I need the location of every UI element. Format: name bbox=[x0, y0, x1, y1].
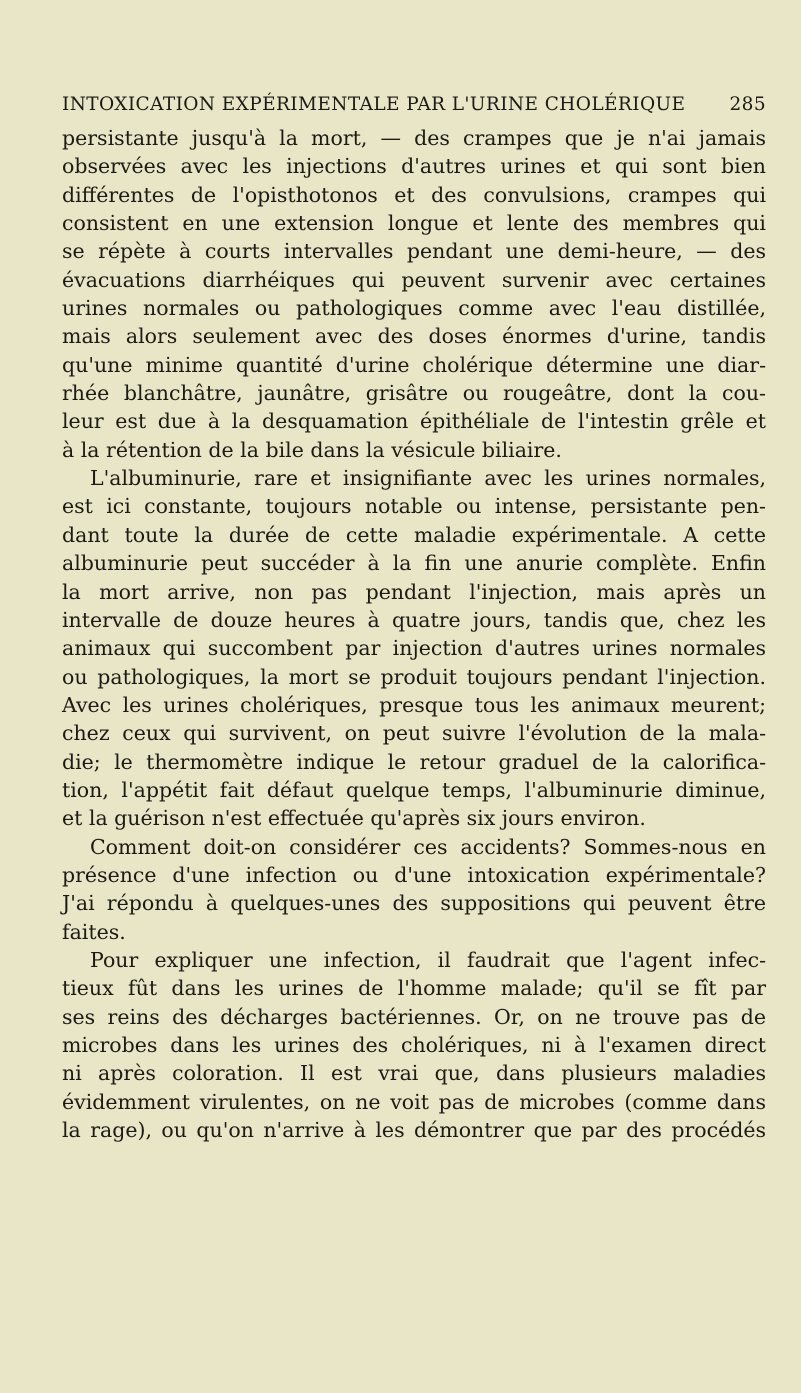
running-head bbox=[62, 94, 766, 122]
running-title: INTOXICATION EXPÉRIMENTALE PAR L'URINE CHOLÉRIQUE bbox=[62, 94, 686, 115]
text-line: est ici constante, toujours notable ou intense, persistante pen- bbox=[62, 494, 766, 519]
text-line: présence d'une infection ou d'une intoxication expérimentale? bbox=[62, 862, 766, 887]
text-line: différentes de l'opisthotonos et des convulsions, crampes qui bbox=[62, 182, 766, 207]
text-line: animaux qui succombent par injection d'autres urines normales bbox=[62, 636, 766, 661]
text-line: tieux fût dans les urines de l'homme malade; qu'il se fît par bbox=[62, 976, 766, 1001]
text-line: Comment doit-on considérer ces accidents? Sommes-nous en bbox=[90, 834, 766, 859]
text-line: chez ceux qui survivent, on peut suivre l'évolution de la mala- bbox=[62, 721, 766, 746]
text-line: die; le thermomètre indique le retour graduel de la calorifica- bbox=[62, 749, 766, 774]
text-line: persistante jusqu'à la mort, — des crampes que je n'ai jamais bbox=[62, 126, 766, 150]
text-line: ou pathologiques, la mort se produit toujours pendant l'injection. bbox=[62, 664, 766, 689]
text-line: J'ai répondu à quelques-unes des suppositions qui peuvent être bbox=[62, 891, 766, 916]
text-line: intervalle de douze heures à quatre jours, tandis que, chez les bbox=[62, 607, 766, 632]
text-line: observées avec les injections d'autres urines et qui sont bien bbox=[62, 154, 766, 179]
text-line: la rage), ou qu'on n'arrive à les démontrer que par des procédés bbox=[62, 1118, 766, 1143]
text-line: rhée blanchâtre, jaunâtre, grisâtre ou rougeâtre, dont la cou- bbox=[62, 381, 766, 406]
text-line: la mort arrive, non pas pendant l'injection, mais après un bbox=[62, 579, 766, 604]
text-line: évidemment virulentes, on ne voit pas de microbes (comme dans bbox=[62, 1089, 766, 1114]
text-line: évacuations diarrhéiques qui peuvent survenir avec certaines bbox=[62, 267, 766, 292]
text-line: albuminurie peut succéder à la fin une anurie complète. Enfin bbox=[62, 551, 766, 576]
text-line: urines normales ou pathologiques comme avec l'eau distillée, bbox=[62, 296, 766, 321]
body-text bbox=[62, 124, 766, 1144]
text-line: ses reins des décharges bactériennes. Or, on ne trouve pas de bbox=[62, 1004, 766, 1029]
text-line: mais alors seulement avec des doses énormes d'urine, tandis bbox=[62, 324, 766, 349]
text-line: Pour expliquer une infection, il faudrait que l'agent infec- bbox=[90, 947, 766, 972]
text-line: et la guérison n'est effectuée qu'après six jours environ. bbox=[62, 806, 646, 831]
text-line: ni après coloration. Il est vrai que, dans plusieurs maladies bbox=[62, 1061, 766, 1086]
text-line: microbes dans les urines des cholériques, ni à l'examen direct bbox=[62, 1033, 766, 1057]
text-line: tion, l'appétit fait défaut quelque temps, l'albuminurie diminue, bbox=[62, 777, 766, 802]
text-line: leur est due à la desquamation épithéliale de l'intestin grêle et bbox=[62, 409, 766, 434]
text-line: à la rétention de la bile dans la vésicule biliaire. bbox=[62, 437, 562, 462]
text-line: consistent en une extension longue et lente des membres qui bbox=[62, 211, 766, 236]
page-number: 285 bbox=[729, 94, 766, 115]
text-line: se répète à courts intervalles pendant une demi-heure, — des bbox=[62, 239, 766, 264]
text-line: dant toute la durée de cette maladie expérimentale. A cette bbox=[62, 522, 766, 547]
text-line: Avec les urines cholériques, presque tous les animaux meurent; bbox=[62, 692, 766, 717]
text-line: L'albuminurie, rare et insignifiante avec les urines normales, bbox=[90, 466, 766, 491]
text-line: faites. bbox=[62, 919, 126, 944]
text-line: qu'une minime quantité d'urine cholérique détermine une diar- bbox=[62, 352, 766, 377]
